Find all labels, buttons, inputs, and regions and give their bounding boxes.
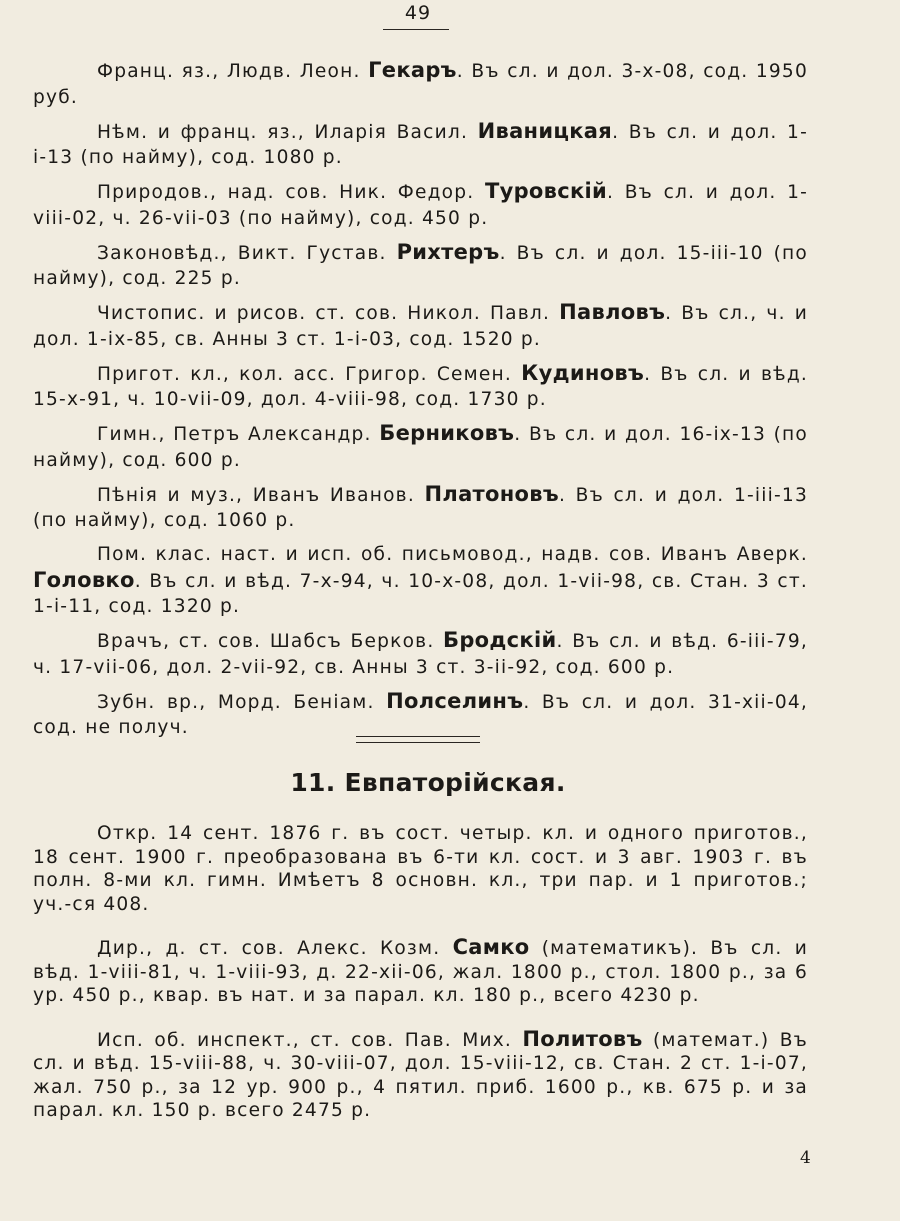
inspector-entry: Исп. об. инспект., ст. сов. Пав. Мих. Политовъ (математ.) Въ сл. и вѣд. 15-viii-88, ч. 30-viii-07, дол. 15-viii-12, св. Стан. 2 ст. 1-і-07, жал. 750 р., за 12 ур. 900 р., 4 пятил. приб. 1600 р., кв. 675 р. и за парал. кл. 150 р. всего 2475 р. [33, 1026, 808, 1121]
section-title: 11. Евпаторійская. [290, 768, 566, 797]
staff-entry: Пѣнія и муз., Иванъ Иванов. Платоновъ. Въ сл. и дол. 1-iii-13 (по найму), сод. 1060 р. [33, 481, 808, 531]
staff-entry: Зубн. вр., Морд. Беніам. Полселинъ. Въ сл. и дол. 31-хіі-04, сод. не получ. [33, 688, 808, 738]
page-number: 49 [404, 2, 432, 24]
staff-name: Бродскій [443, 628, 557, 652]
staff-entry: Пригот. кл., кол. асс. Григор. Семен. Кудиновъ. Въ сл. и вѣд. 15-х-91, ч. 10-vii-09, дол. 4-viii-98, сод. 1730 р. [33, 360, 808, 410]
section-body [33, 822, 808, 1143]
staff-entry: Врачъ, ст. сов. Шабсъ Берков. Бродскій. Въ сл. и вѣд. 6-iii-79, ч. 17-vii-06, дол. 2-vii-92, св. Анны 3 ст. 3-ii-92, сод. 600 р. [33, 628, 808, 678]
top-rule [383, 29, 449, 30]
staff-entry: Законовѣд., Викт. Густав. Рихтеръ. Въ сл. и дол. 15-iii-10 (по найму), сод. 225 р. [33, 239, 808, 289]
staff-entry: Чистопис. и рисов. ст. сов. Никол. Павл. Павловъ. Въ сл., ч. и дол. 1-іх-85, св. Анны 3 ст. 1-і-03, сод. 1520 р. [33, 300, 808, 350]
staff-name: Гекаръ [368, 58, 457, 82]
staff-name: Кудиновъ [521, 360, 645, 385]
staff-name: Павловъ [559, 300, 666, 324]
staff-entry: Пом. клас. наст. и исп. об. письмовод., надв. сов. Иванъ Аверк. Головко. Въ сл. и вѣд. 7-х-94, ч. 10-х-08, дол. 1-vii-98, св. Стан. 3 ст. 1-і-11, сод. 1320 р. [33, 544, 808, 617]
director-entry: Дир., д. ст. сов. Алекс. Козм. Самко (математикъ). Въ сл. и вѣд. 1-viii-81, ч. 1-viii-93, д. 22-хіі-06, жал. 1800 р., стол. 1800 р., за 6 ур. 450 р., квар. въ нат. и за парал. кл. 180 р., всего 4230 р. [33, 935, 808, 1006]
staff-entry: Гимн., Петръ Александр. Берниковъ. Въ сл. и дол. 16-іх-13 (по найму), сод. 600 р. [33, 421, 808, 471]
staff-entry: Природов., над. сов. Ник. Федор. Туровскій. Въ сл. и дол. 1-viii-02, ч. 26-vii-03 (по найму), сод. 450 р. [33, 179, 809, 229]
staff-list [33, 58, 808, 749]
staff-name: Политовъ [522, 1026, 643, 1051]
staff-name: Рихтеръ [396, 239, 500, 264]
staff-name: Берниковъ [379, 421, 515, 445]
signature-mark: 4 [800, 1148, 811, 1168]
staff-entry: Нѣм. и франц. яз., Иларія Васил. Иваницкая. Въ сл. и дол. 1-і-13 (по найму), сод. 1080 р. [33, 118, 808, 168]
staff-name: Полселинъ [386, 688, 524, 713]
section-divider [356, 736, 480, 743]
staff-name: Иваницкая [477, 118, 613, 143]
staff-name: Самко [452, 935, 530, 959]
section-intro: Откр. 14 сент. 1876 г. въ сост. четыр. кл. и одного приготов., 18 сент. 1900 г. преобразована въ 6-ти кл. сост. и 3 авг. 1903 г. въ полн. 8-ми кл. гимн. Имѣетъ 8 основн. кл., три пар. и 1 приготов.; уч.-ся 408. [33, 823, 808, 915]
staff-name: Туровскій [484, 179, 608, 203]
staff-name: Платоновъ [424, 481, 559, 506]
staff-entry: Франц. яз., Людв. Леон. Гекаръ. Въ сл. и дол. 3-х-08, сод. 1950 руб. [33, 58, 808, 108]
staff-name: Головко [33, 567, 135, 592]
